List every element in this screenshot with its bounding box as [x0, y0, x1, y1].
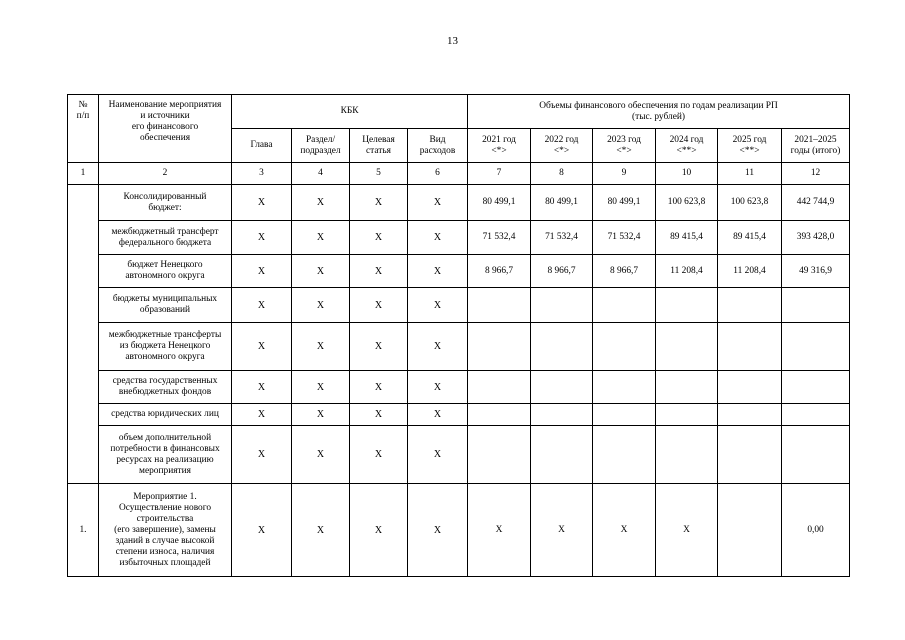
header-year-col: 2021 год <*>	[468, 129, 531, 163]
column-number: 12	[782, 163, 850, 185]
column-number: 4	[292, 163, 350, 185]
header-year-col: 2024 год <**>	[656, 129, 718, 163]
value-cell	[718, 323, 782, 371]
row-name: средства государственных внебюджетных фондов	[99, 371, 232, 404]
kbk-cell: X	[408, 484, 468, 577]
row-name: бюджеты муниципальных образований	[99, 288, 232, 323]
kbk-cell: X	[350, 323, 408, 371]
value-cell: 11 208,4	[656, 255, 718, 288]
table-row	[68, 221, 850, 255]
value-cell: 11 208,4	[718, 255, 782, 288]
value-cell	[656, 288, 718, 323]
value-cell	[531, 404, 593, 426]
header-kbk: КБК	[232, 95, 468, 129]
column-number: 9	[593, 163, 656, 185]
column-number: 3	[232, 163, 292, 185]
kbk-cell: X	[232, 221, 292, 255]
value-cell	[531, 288, 593, 323]
kbk-cell: X	[292, 185, 350, 221]
row-name: Консолидированный бюджет:	[99, 185, 232, 221]
kbk-cell: X	[292, 426, 350, 484]
header-year-col: 2022 год <*>	[531, 129, 593, 163]
value-cell	[656, 371, 718, 404]
value-cell	[593, 371, 656, 404]
value-cell	[656, 323, 718, 371]
value-cell	[531, 323, 593, 371]
kbk-cell: X	[350, 255, 408, 288]
kbk-cell: X	[292, 371, 350, 404]
row-name: межбюджетные трансферты из бюджета Ненецкого автономного округа	[99, 323, 232, 371]
table-row	[68, 426, 850, 484]
kbk-cell: X	[408, 288, 468, 323]
column-number: 6	[408, 163, 468, 185]
value-cell: 80 499,1	[468, 185, 531, 221]
kbk-cell: X	[350, 288, 408, 323]
value-cell	[782, 426, 850, 484]
value-cell: 49 316,9	[782, 255, 850, 288]
column-number: 8	[531, 163, 593, 185]
column-number: 1	[68, 163, 99, 185]
kbk-cell: X	[232, 288, 292, 323]
value-cell: 71 532,4	[531, 221, 593, 255]
value-cell: X	[656, 484, 718, 577]
funding-table	[67, 94, 850, 577]
value-cell: X	[593, 484, 656, 577]
header-kbk-col: Глава	[232, 129, 292, 163]
value-cell	[593, 323, 656, 371]
value-cell: 8 966,7	[468, 255, 531, 288]
column-number: 5	[350, 163, 408, 185]
value-cell	[718, 371, 782, 404]
table-row	[68, 371, 850, 404]
page-number: 13	[447, 35, 458, 47]
value-cell	[718, 426, 782, 484]
kbk-cell: X	[350, 426, 408, 484]
value-cell	[782, 323, 850, 371]
value-cell: 0,00	[782, 484, 850, 577]
kbk-cell: X	[408, 221, 468, 255]
value-cell	[782, 288, 850, 323]
value-cell: 71 532,4	[593, 221, 656, 255]
value-cell	[593, 404, 656, 426]
value-cell	[468, 371, 531, 404]
value-cell: 8 966,7	[531, 255, 593, 288]
row-number: 1.	[68, 484, 99, 577]
header-year-col: 2023 год <*>	[593, 129, 656, 163]
column-number: 10	[656, 163, 718, 185]
value-cell: 8 966,7	[593, 255, 656, 288]
column-number: 11	[718, 163, 782, 185]
kbk-cell: X	[350, 221, 408, 255]
value-cell	[656, 404, 718, 426]
kbk-cell: X	[350, 371, 408, 404]
column-number: 7	[468, 163, 531, 185]
value-cell: X	[531, 484, 593, 577]
kbk-cell: X	[232, 426, 292, 484]
kbk-cell: X	[232, 371, 292, 404]
kbk-cell: X	[350, 185, 408, 221]
kbk-cell: X	[292, 255, 350, 288]
header-year-col: 2025 год <**>	[718, 129, 782, 163]
value-cell	[468, 288, 531, 323]
value-cell	[718, 484, 782, 577]
value-cell: 89 415,4	[656, 221, 718, 255]
value-cell: 393 428,0	[782, 221, 850, 255]
value-cell	[782, 404, 850, 426]
value-cell: 100 623,8	[656, 185, 718, 221]
row-name: объем дополнительной потребности в финансовых ресурсах на реализацию мероприятия	[99, 426, 232, 484]
value-cell: 100 623,8	[718, 185, 782, 221]
kbk-cell: X	[232, 323, 292, 371]
row-name: Мероприятие 1. Осуществление нового строительства (его завершение), замены зданий в случае высокой степени износа, наличия избыточных площадей	[99, 484, 232, 577]
header-year-col: 2021–2025 годы (итого)	[782, 129, 850, 163]
value-cell: 80 499,1	[593, 185, 656, 221]
kbk-cell: X	[408, 255, 468, 288]
header-col-name: Наименование мероприятия и источники его финансового обеспечения	[99, 95, 232, 163]
header-kbk-col: Вид расходов	[408, 129, 468, 163]
table-row	[68, 288, 850, 323]
header-funding: Объемы финансового обеспечения по годам реализации РП (тыс. рублей)	[468, 95, 850, 129]
table-row	[68, 404, 850, 426]
kbk-cell: X	[232, 185, 292, 221]
column-number: 2	[99, 163, 232, 185]
value-cell	[782, 371, 850, 404]
value-cell	[468, 426, 531, 484]
header-kbk-col: Раздел/ подраздел	[292, 129, 350, 163]
kbk-cell: X	[350, 484, 408, 577]
kbk-cell: X	[408, 371, 468, 404]
kbk-cell: X	[292, 288, 350, 323]
kbk-cell: X	[350, 404, 408, 426]
kbk-cell: X	[292, 221, 350, 255]
value-cell: X	[468, 484, 531, 577]
value-cell	[593, 288, 656, 323]
value-cell: 71 532,4	[468, 221, 531, 255]
value-cell: 80 499,1	[531, 185, 593, 221]
kbk-cell: X	[292, 404, 350, 426]
table-row	[68, 255, 850, 288]
kbk-cell: X	[232, 404, 292, 426]
row-name: межбюджетный трансферт федерального бюджета	[99, 221, 232, 255]
kbk-cell: X	[232, 484, 292, 577]
kbk-cell: X	[408, 323, 468, 371]
row-name: бюджет Ненецкого автономного округа	[99, 255, 232, 288]
kbk-cell: X	[408, 185, 468, 221]
table-row	[68, 185, 850, 221]
value-cell	[656, 426, 718, 484]
row-name: средства юридических лиц	[99, 404, 232, 426]
kbk-cell: X	[408, 426, 468, 484]
kbk-cell: X	[232, 255, 292, 288]
kbk-cell: X	[292, 484, 350, 577]
value-cell: 89 415,4	[718, 221, 782, 255]
value-cell: 442 744,9	[782, 185, 850, 221]
table-row	[68, 484, 850, 577]
value-cell	[718, 404, 782, 426]
value-cell	[593, 426, 656, 484]
kbk-cell: X	[292, 323, 350, 371]
value-cell	[468, 323, 531, 371]
value-cell	[718, 288, 782, 323]
table-row	[68, 323, 850, 371]
header-kbk-col: Целевая статья	[350, 129, 408, 163]
header-col-num: № п/п	[68, 95, 99, 163]
kbk-cell: X	[408, 404, 468, 426]
value-cell	[531, 426, 593, 484]
value-cell	[531, 371, 593, 404]
row-number	[68, 185, 99, 484]
value-cell	[468, 404, 531, 426]
